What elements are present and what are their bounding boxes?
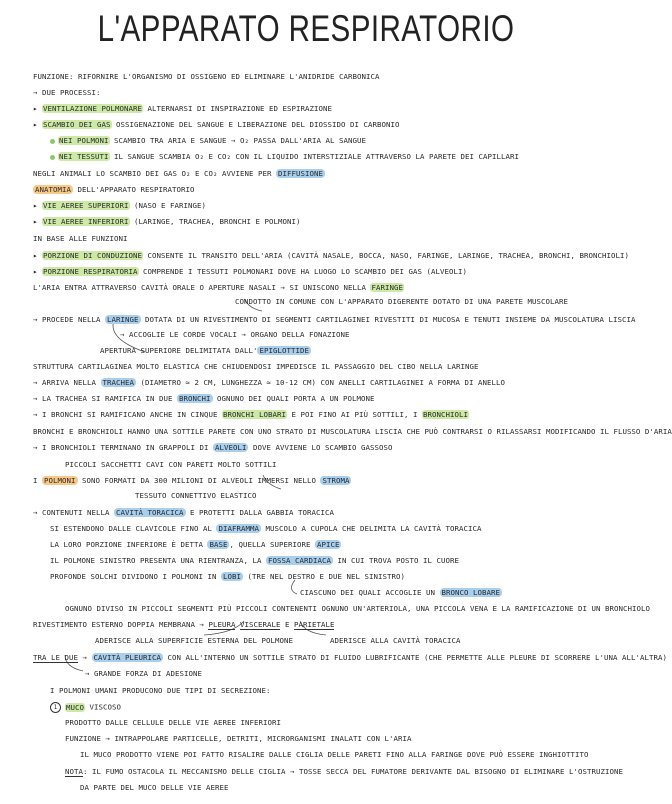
highlight-term: LARINGE xyxy=(107,315,139,324)
underlined-term: VISCERALE xyxy=(239,620,281,629)
highlight-term: DIFFUSIONE xyxy=(277,169,323,178)
line-l26 xyxy=(33,476,351,486)
line-l43 xyxy=(80,750,588,760)
note-text: I xyxy=(33,476,42,485)
note-text: OGNUNO DIVISO IN PICCOLI SEGMENTI PIÙ PICCOLI CONTENENTI OGNUNO UN'ARTERIOLA, UNA PICCOLA VENA E LA RAMIFICAZIONE DI UN BRONCHIOLO xyxy=(65,604,650,613)
note-text: OGNUNO DEI QUALI PORTA A UN POLMONE xyxy=(212,394,375,403)
note-text: ▸ xyxy=(33,267,42,276)
underlined-term: TRA LE DUE xyxy=(33,653,78,662)
underlined-term: NOTA xyxy=(65,767,83,776)
note-text: PROFONDE SOLCHI DIVIDONO I POLMONI IN xyxy=(50,572,221,581)
note-text: VISCOSO xyxy=(85,702,121,712)
line-l7 xyxy=(33,169,325,179)
note-text: BRONCHI E BRONCHIOLI HANNO UNA SOTTILE PARETE CON UNO STRATO DI MUSCOLATURA LISCIA CHE PUÒ CONTRARSI O RILASSARSI MODIFICANDO IL FLUSSO D'ARIA xyxy=(33,427,672,436)
highlight-term: ALVEOLI xyxy=(214,443,247,452)
note-text: → GRANDE FORZA DI ADESIONE xyxy=(85,669,202,678)
highlight-term: BRONCO LOBARE xyxy=(441,588,500,597)
note-text: → CONTENUTI NELLA xyxy=(33,508,114,517)
note-text: → I BRONCHIOLI TERMINANO IN GRAPPOLI DI xyxy=(33,443,213,452)
note-text: DOVE AVVIENE LO SCAMBIO GASSOSO xyxy=(248,443,393,452)
note-text: RIVESTIMENTO ESTERNO DOPPIA MEMBRANA → xyxy=(33,620,209,629)
line-l45 xyxy=(80,783,229,793)
highlight-term: BRONCHI LOBARI xyxy=(222,410,286,419)
line-l17 xyxy=(120,330,349,340)
bullet-dot-icon xyxy=(50,139,55,144)
line-l23 xyxy=(33,427,672,437)
note-text: → DUE PROCESSI: xyxy=(33,88,101,97)
line-l33 xyxy=(300,588,502,598)
line-l36b xyxy=(330,636,461,646)
note-text: E PROTETTI DALLA GABBIA TORACICA xyxy=(185,508,334,517)
highlight-term: MUCO xyxy=(66,702,84,712)
note-text: IL SANGUE SCAMBIA O₂ E CO₂ CON IL LIQUIDO INTERSTIZIALE ATTRAVERSO LA PARETE DEI CAPILLARI xyxy=(109,152,519,161)
underlined-term: PARIETALE xyxy=(293,620,335,629)
line-l36 xyxy=(95,636,293,646)
highlight-term: NEI TESSUTI xyxy=(59,152,109,161)
underlined-term: PLEURA xyxy=(208,620,236,629)
line-l27 xyxy=(135,491,257,501)
highlight-term: PORZIONE RESPIRATORIA xyxy=(43,267,138,276)
line-l18 xyxy=(100,346,311,356)
note-text: CONSENTE IL TRANSITO DELL'ARIA (CAVITÀ NASALE, BOCCA, NASO, FARINGE, LARINGE, TRACHEA, BRONCHI, BRONCHIOLI) xyxy=(143,251,629,260)
note-text: (NASO E FARINGE) xyxy=(129,201,206,210)
highlight-term: SCAMBIO DEI GAS xyxy=(43,120,111,129)
line-l30 xyxy=(50,540,341,550)
line-l31 xyxy=(50,556,459,566)
note-text: SI ESTENDONO DALLE CLAVICOLE FINO AL xyxy=(50,524,217,533)
line-l10 xyxy=(33,217,300,227)
note-text: (TRE NEL DESTRO E DUE NEL SINISTRO) xyxy=(242,572,405,581)
note-text: IN CUI TROVA POSTO IL CUORE xyxy=(332,556,459,565)
highlight-term: CAVITÀ TORACICA xyxy=(116,508,184,517)
note-text: IN BASE ALLE FUNZIONI xyxy=(33,234,128,243)
note-text: ▸ xyxy=(33,120,42,129)
line-l4 xyxy=(33,120,399,130)
note-text: COMPRENDE I TESSUTI POLMONARI DOVE HA LUOGO LO SCAMBIO DEI GAS (ALVEOLI) xyxy=(138,267,467,276)
note-text: ALTERNARSI DI INSPIRAZIONE ED ESPIRAZIONE xyxy=(143,104,332,113)
note-text: : IL FUMO OSTACOLA IL MECCANISMO DELLE CIGLIA → TOSSE SECCA DEL FUMATORE DERIVANTE DAL BISOGNO DI ELIMINARE L'OSTRUZIONE xyxy=(83,767,623,776)
highlight-term: VIE AEREE INFERIORI xyxy=(43,217,129,226)
line-l2 xyxy=(33,88,101,98)
number-badge: 1 xyxy=(50,702,61,713)
highlight-term: DIAFRAMMA xyxy=(218,524,259,533)
note-text: I POLMONI UMANI PRODUCONO DUE TIPI DI SECREZIONE: xyxy=(50,686,271,695)
note-text: OSSIGENAZIONE DEL SANGUE E LIBERAZIONE DEL DIOSSIDO DI CARBONIO xyxy=(111,120,400,129)
highlight-term: NEI POLMONI xyxy=(59,136,109,145)
highlight-term: EPIGLOTTIDE xyxy=(259,346,309,355)
note-text: DA PARTE DEL MUCO DELLE VIE AEREE xyxy=(80,783,229,792)
note-text: CONDOTTO IN COMUNE CON L'APPARATO DIGERENTE DOTATO DI UNA PARETE MUSCOLARE xyxy=(235,297,568,306)
note-text: CIASCUNO DEI QUALI ACCOGLIE UN xyxy=(300,588,440,597)
note-text: → I BRONCHI SI RAMIFICANO ANCHE IN CINQUE xyxy=(33,410,222,419)
highlight-term: FARINGE xyxy=(371,283,403,292)
note-text: DELL'APPARATO RESPIRATORIO xyxy=(73,185,195,194)
highlight-term: PORZIONE DI CONDUZIONE xyxy=(43,251,142,260)
line-l40 xyxy=(50,702,121,713)
line-l21 xyxy=(33,394,374,404)
highlight-term: FOSSA CARDIACA xyxy=(267,556,331,565)
line-l13 xyxy=(33,267,467,277)
line-l6 xyxy=(50,152,519,162)
page-title: L'APPARATO RESPIRATORIO xyxy=(97,8,515,49)
line-l24 xyxy=(33,443,392,453)
bullet-dot-icon xyxy=(50,155,55,160)
highlight-term: STROMA xyxy=(322,476,350,485)
note-text: PRODOTTO DALLE CELLULE DELLE VIE AEREE INFERIORI xyxy=(65,718,281,727)
note-text: → ACCOGLIE LE CORDE VOCALI → ORGANO DELLA FONAZIONE xyxy=(120,330,350,339)
highlight-term: LOBI xyxy=(222,572,241,581)
line-l14 xyxy=(33,283,404,293)
line-l3 xyxy=(33,104,332,114)
line-l42 xyxy=(65,734,411,744)
note-text: FUNZIONE: RIFORNIRE L'ORGANISMO DI OSSIGENO ED ELIMINARE L'ANIDRIDE CARBONICA xyxy=(33,72,380,81)
note-text: → LA TRACHEA SI RAMIFICA IN DUE xyxy=(33,394,177,403)
note-text: NEGLI ANIMALI LO SCAMBIO DEI GAS O₂ E CO₂ AVVIENE PER xyxy=(33,169,276,178)
line-l35 xyxy=(33,620,334,630)
note-text: → ARRIVA NELLA xyxy=(33,378,101,387)
line-l8 xyxy=(33,185,195,195)
note-text: IL POLMONE SINISTRO PRESENTA UNA RIENTRANZA, LA xyxy=(50,556,266,565)
line-l5 xyxy=(50,136,366,146)
line-l37 xyxy=(33,653,667,663)
note-text: SCAMBIO TRA ARIA E SANGUE → O₂ PASSA DALL'ARIA AL SANGUE xyxy=(109,136,366,145)
note-text: ADERISCE ALLA SUPERFICIE ESTERNA DEL POLMONE xyxy=(95,636,293,645)
line-l38 xyxy=(85,669,202,679)
note-text: (LARINGE, TRACHEA, BRONCHI E POLMONI) xyxy=(129,217,301,226)
note-text: TESSUTO CONNETTIVO ELASTICO xyxy=(135,491,257,500)
note-text: → xyxy=(78,653,92,662)
line-l44 xyxy=(65,767,623,777)
line-l32 xyxy=(50,572,405,582)
note-text: CON ALL'INTERNO UN SOTTILE STRATO DI FLUIDO LUBRIFICANTE (CHE PERMETTE ALLE PLEURE DI SCORRERE L'UNA ALL'ALTRA) xyxy=(163,653,667,662)
note-text: , QUELLA SUPERIORE xyxy=(229,540,315,549)
note-text: → PROCEDE NELLA xyxy=(33,315,105,324)
line-l16 xyxy=(33,315,635,325)
line-l29 xyxy=(50,524,481,534)
line-l9 xyxy=(33,201,206,211)
line-l11 xyxy=(33,234,128,244)
note-text: LA LORO PORZIONE INFERIORE È DETTA xyxy=(50,540,208,549)
note-text: ▸ xyxy=(33,104,42,113)
note-text: ADERISCE ALLA CAVITÀ TORACICA xyxy=(330,636,461,645)
line-l22 xyxy=(33,410,469,420)
line-l41 xyxy=(65,718,281,728)
line-l19 xyxy=(33,362,478,372)
note-text: L'ARIA ENTRA ATTRAVERSO CAVITÀ ORALE O APERTURE NASALI → SI UNISCONO NELLA xyxy=(33,283,371,292)
highlight-term: BRONCHIOLI xyxy=(422,410,468,419)
line-l39 xyxy=(50,686,270,696)
note-text: ▸ xyxy=(33,251,42,260)
note-text: ▸ xyxy=(33,201,42,210)
note-text: FUNZIONE → INTRAPPOLARE PARTICELLE, DETRITI, MICRORGANISMI INALATI CON L'ARIA xyxy=(65,734,412,743)
note-text: STRUTTURA CARTILAGINEA MOLTO ELASTICA CHE CHIUDENDOSI IMPEDISCE IL PASSAGGIO DEL CIBO NELLA LARINGE xyxy=(33,362,479,371)
highlight-term: APICE xyxy=(316,540,340,549)
line-l12 xyxy=(33,251,629,261)
note-text: PICCOLI SACCHETTI CAVI CON PARETI MOLTO SOTTILI xyxy=(65,460,277,469)
line-l1 xyxy=(33,72,379,82)
highlight-term: BASE xyxy=(209,540,228,549)
note-text: IL MUCO PRODOTTO VIENE POI FATTO RISALIRE DALLE CIGLIA DELLE PARETI FINO ALLA FARINGE DOVE PUÒ ESSERE INGHIOTTITO xyxy=(80,750,589,759)
highlight-term: VIE AEREE SUPERIORI xyxy=(43,201,129,210)
line-l34 xyxy=(65,604,650,614)
highlight-term: CAVITÀ PLEURICA xyxy=(93,653,161,662)
note-text: MUSCOLO A CUPOLA CHE DELIMITA LA CAVITÀ TORACICA xyxy=(260,524,482,533)
highlight-term: TRACHEA xyxy=(102,378,134,387)
section-heading: ANATOMIA xyxy=(35,185,71,194)
line-l28 xyxy=(33,508,334,518)
highlight-term: BRONCHI xyxy=(179,394,211,403)
note-text: (DIAMETRO ≈ 2 CM, LUNGHEZZA ≈ 10-12 CM) CON ANELLI CARTILAGINEI A FORMA DI ANELLO xyxy=(136,378,505,387)
note-text: E xyxy=(280,620,294,629)
highlight-term: VENTILAZIONE POLMONARE xyxy=(43,104,142,113)
line-l15 xyxy=(235,297,568,307)
note-text: ▸ xyxy=(33,217,42,226)
note-text: SONO FORMATI DA 300 MILIONI DI ALVEOLI IMMERSI NELLO xyxy=(77,476,321,485)
line-l25 xyxy=(65,460,276,470)
note-text: DOTATA DI UN RIVESTIMENTO DI SEGMENTI CARTILAGINEI RIVESTITI DI MUCOSA E TENUTI INSIEME DA MUSCOLATURA LISCIA xyxy=(140,315,636,324)
note-text: APERTURA SUPERIORE DELIMITATA DALL' xyxy=(100,346,258,355)
note-text: E POI FINO AI PIÙ SOTTILI, I xyxy=(286,410,422,419)
line-l20 xyxy=(33,378,505,388)
section-heading: POLMONI xyxy=(44,476,76,485)
